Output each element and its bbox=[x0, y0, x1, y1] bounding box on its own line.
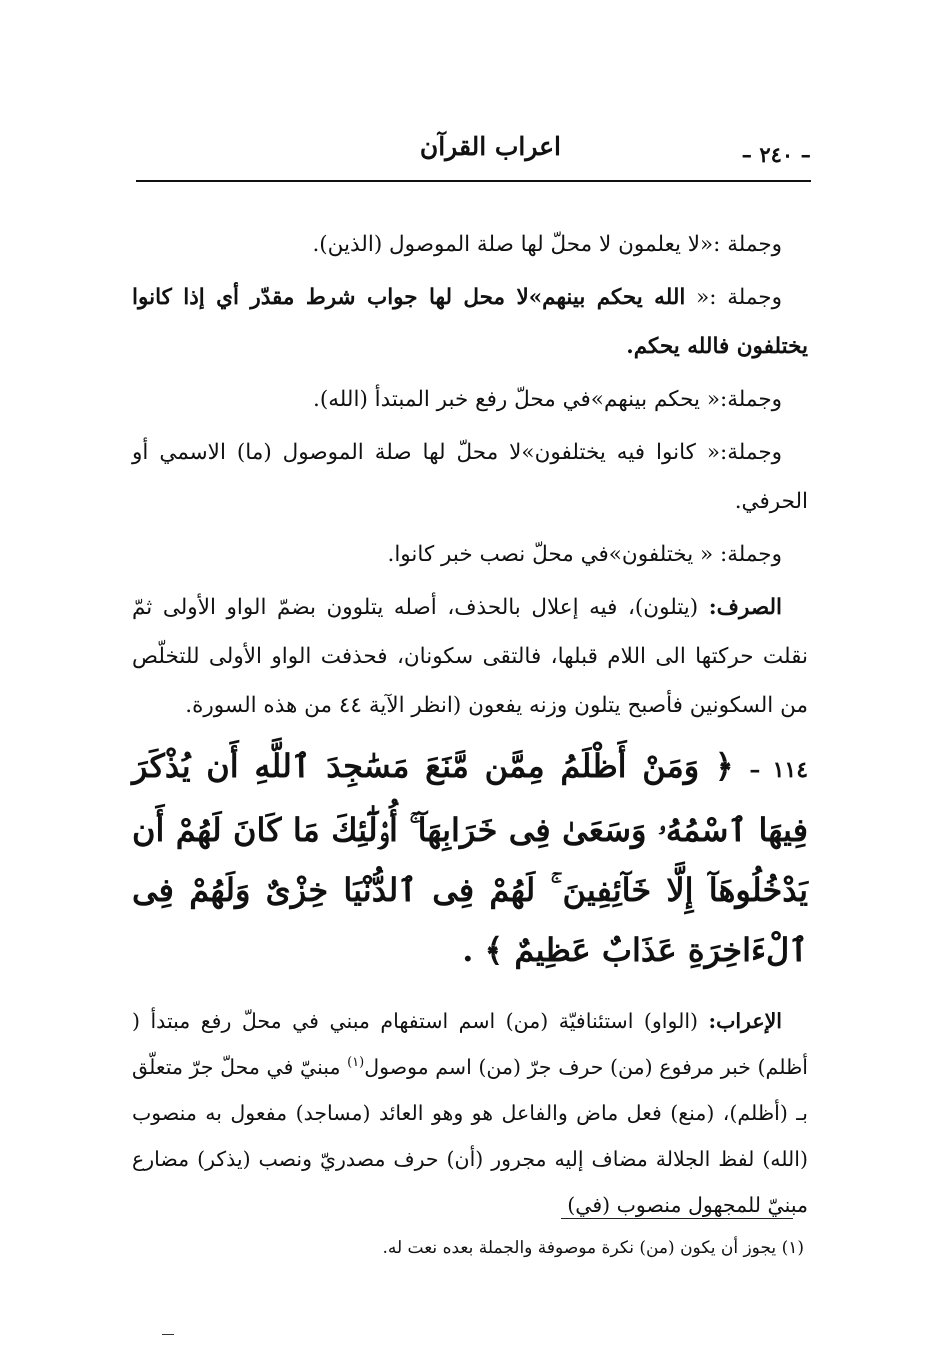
sarf-paragraph bbox=[132, 583, 808, 730]
paragraph-2 bbox=[132, 273, 808, 371]
book-title: اعراب القرآن bbox=[419, 132, 561, 161]
footnote-text: (١) يجوز أن يكون (من) نكرة موصوفة والجملة بعده نعت له. bbox=[382, 1238, 804, 1258]
page-number: – ٢٤٠ – bbox=[741, 142, 811, 167]
paragraph-1 bbox=[132, 220, 808, 269]
page-body bbox=[132, 220, 808, 1232]
paragraph-5-text: وجملة: « يختلفون»في محلّ نصب خبر كانوا. bbox=[387, 542, 782, 567]
paragraph-5 bbox=[132, 530, 808, 579]
irab-text-2: مبنيّ في محلّ جرّ متعلّق بـ (أظلم)، (منع) فعل ماض والفاعل هو وهو العائد (مساجد) مفعول به منصوب (الله) لفظ الجلالة مضاف إليه مجرور (أن) حرف مصدريّ ونصب (يذكر) مضارع مبنيّ للمجهول منصوب (في) bbox=[132, 1055, 808, 1217]
paragraph-2-bold: الله يحكم بينهم»لا محل لها جواب شرط مقدّر أي إذا كانوا يختلفون فالله يحكم. bbox=[132, 285, 808, 359]
verse-close-bracket: ﴾ . bbox=[462, 931, 504, 969]
paragraph-4-text: وجملة:« كانوا فيه يختلفون»لا محلّ لها صلة الموصول (ما) الاسمي أو الحرفي. bbox=[132, 440, 808, 514]
verse-open-bracket: ﴿ bbox=[714, 747, 734, 785]
irab-text-1: (الواو) استئنافيّة (من) اسم استفهام مبني في محلّ رفع مبتدأ ( أظلم) خبر مرفوع (من) حرف جرّ (من) اسم موصول bbox=[132, 1009, 808, 1079]
paragraph-3-text: وجملة:« يحكم بينهم»في محلّ رفع خبر المبتدأ (الله). bbox=[313, 387, 782, 412]
paragraph-1-text: وجملة :«لا يعلمون لا محلّ لها صلة الموصول (الذين). bbox=[312, 232, 782, 257]
paragraph-4 bbox=[132, 428, 808, 526]
paragraph-2-lead: وجملة :« bbox=[685, 285, 782, 310]
irab-paragraph bbox=[132, 998, 808, 1228]
footnote-rule bbox=[561, 1218, 793, 1219]
verse-text: وَمَنْ أَظْلَمُ مِمَّن مَّنَعَ مَسَٰجِدَ ٱللَّهِ أَن يُذْكَرَ فِيهَا ٱسْمُهُۥ وَسَعَىٰ فِى خَرَابِهَآ ۚ أُو۟لَٰٓئِكَ مَا كَانَ لَهُمْ أَن يَدْخُلُوهَآ إِلَّا خَآئِفِينَ ۚ لَهُمْ فِى ٱلدُّنْيَا خِزْىٌ وَلَهُمْ فِى ٱلْءَاخِرَةِ عَذَابٌ عَظِيمٌ bbox=[132, 747, 808, 969]
sarf-label: الصرف: bbox=[708, 595, 782, 620]
footnote bbox=[382, 1228, 804, 1268]
quran-verse bbox=[132, 736, 808, 980]
sarf-text: (يتلون)، فيه إعلال بالحذف، أصله يتلوون بضمّ الواو الأولى ثمّ نقلت حركتها الى اللام قبلها، فالتقى سكونان، فحذفت الواو الأولى للتخلّص من السكونين فأصبح يتلون وزنه يفعون (انظر الآية ٤٤ من هذه السورة. bbox=[132, 595, 808, 718]
footnote-marker[interactable]: (١) bbox=[347, 1055, 365, 1071]
irab-label: الإعراب: bbox=[708, 1009, 782, 1033]
scan-mark bbox=[162, 1334, 174, 1335]
paragraph-3 bbox=[132, 375, 808, 424]
page-header bbox=[136, 130, 811, 182]
verse-number: ١١٤ – bbox=[749, 757, 809, 783]
header-rule bbox=[136, 180, 811, 182]
